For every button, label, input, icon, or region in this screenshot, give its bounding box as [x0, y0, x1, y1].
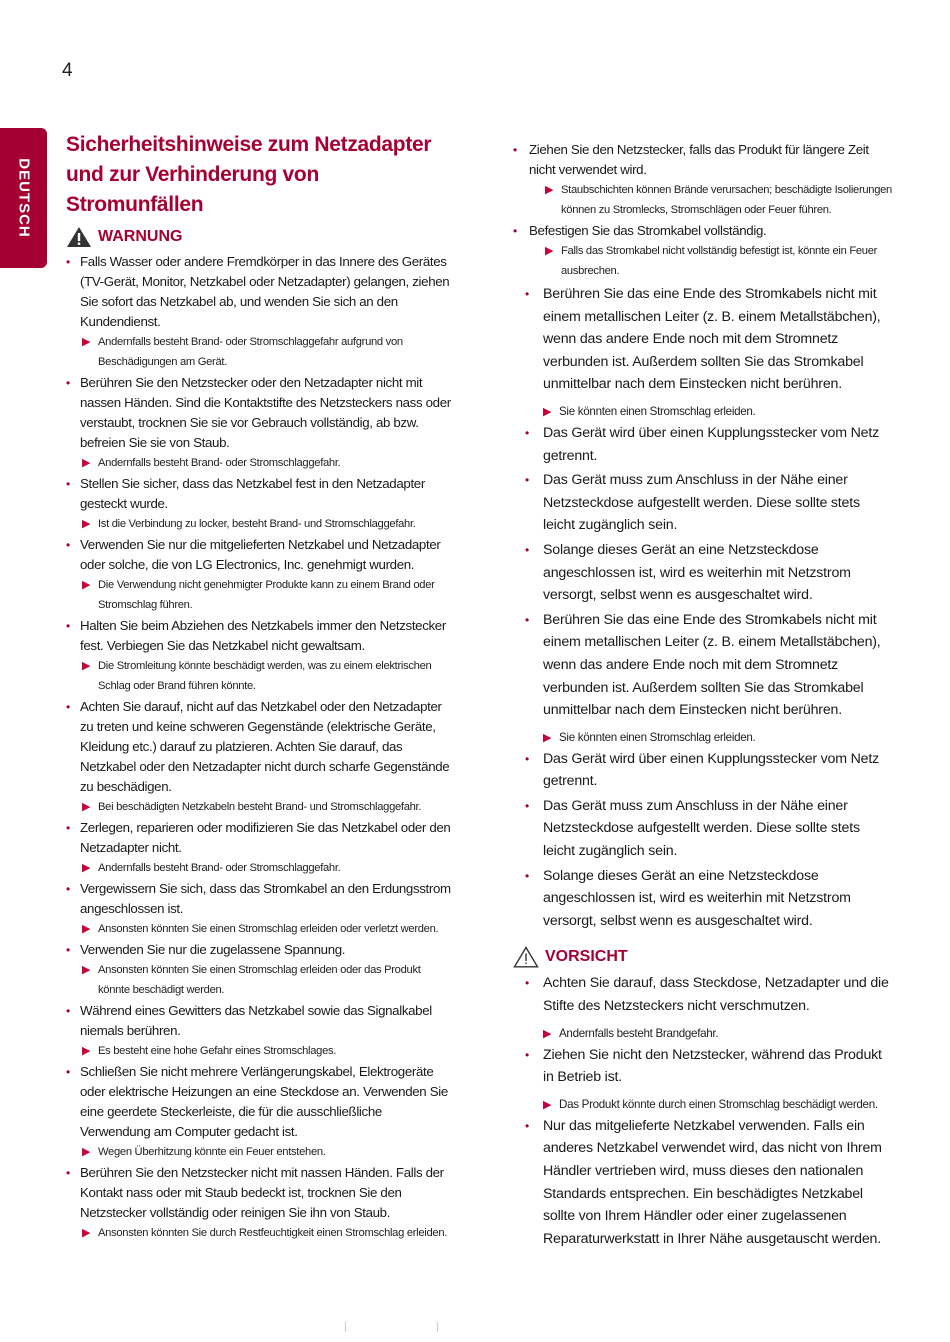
list-item	[513, 972, 893, 1017]
bullet-dot-icon: •	[66, 821, 70, 835]
list-item-note	[66, 960, 451, 1000]
arrow-right-icon: ▶	[82, 801, 91, 813]
bullet-dot-icon: •	[525, 751, 530, 766]
language-tab	[0, 128, 47, 268]
right-column	[513, 140, 893, 1250]
list-item-text: Halten Sie beim Abziehen des Netzkabels immer den Netzstecker fest. Verbiegen Sie das Netzkabel nicht gewaltsam.	[80, 618, 446, 653]
bullet-dot-icon: •	[66, 1166, 70, 1180]
list-item-note	[66, 332, 451, 372]
bullet-dot-icon: •	[525, 868, 530, 883]
warning-triangle-icon	[66, 226, 92, 248]
list-item-text: Zerlegen, reparieren oder modifizieren Sie das Netzkabel oder den Netzadapter nicht.	[80, 820, 451, 855]
list-item-note	[513, 730, 893, 746]
list-item	[66, 1062, 451, 1142]
note-text: Bei beschädigten Netzkabeln besteht Brand- und Stromschlaggefahr.	[98, 801, 422, 813]
note-text: Staubschichten können Brände verursachen; beschädigte Isolierungen können zu Stromlecks, Stromschlägen oder Feuer führen.	[561, 184, 892, 216]
warning-list-continued	[513, 140, 893, 281]
list-item-text: Solange dieses Gerät an eine Netzsteckdose angeschlossen ist, wird es weiterhin mit Netzstrom versorgt, selbst wenn es ausgeschaltet wird.	[543, 867, 851, 929]
page-number: 4	[62, 60, 73, 81]
list-item-text: Das Gerät wird über einen Kupplungsstecker vom Netz getrennt.	[543, 424, 879, 464]
list-item	[66, 474, 451, 514]
list-item-note	[66, 1223, 451, 1243]
arrow-right-icon: ▶	[545, 184, 554, 196]
list-item-text: Das Gerät muss zum Anschluss in der Nähe einer Netzsteckdose aufgestellt werden. Diese sollte stets leicht zugänglich sein.	[543, 472, 860, 534]
list-item	[66, 535, 451, 575]
list-item-note	[66, 656, 451, 696]
list-item-note	[66, 797, 451, 817]
bullet-dot-icon: •	[525, 1118, 530, 1133]
note-text: Die Stromleitung könnte beschädigt werden, was zu einem elektrischen Schlag oder Brand führen könnte.	[98, 660, 432, 692]
list-item-note	[513, 404, 893, 420]
list-item	[513, 422, 893, 467]
list-item-note	[66, 919, 451, 939]
footer-marks	[345, 1322, 445, 1336]
note-text: Es besteht eine hohe Gefahr eines Stromschlages.	[98, 1045, 337, 1057]
list-item-text: Berühren Sie das eine Ende des Stromkabels nicht mit einem metallischen Leiter (z. B. einem Metallstäbchen), wenn das andere Ende noch mit dem Stromnetz verbunden ist. Außerdem sollten Sie das Stromkabel unmittelbar nach dem Einstecken nicht berühren.	[543, 286, 881, 393]
bullet-dot-icon: •	[66, 255, 70, 269]
list-item-note	[513, 1026, 893, 1042]
list-item	[513, 865, 893, 933]
arrow-right-icon: ▶	[82, 1146, 91, 1158]
bullet-dot-icon: •	[66, 943, 70, 957]
arrow-right-icon: ▶	[82, 923, 91, 935]
list-item-text: Berühren Sie den Netzstecker oder den Netzadapter nicht mit nassen Händen. Sind die Kontaktstifte des Netzsteckers nass oder verstaubt, trocknen Sie sie vor Gebrauch vollständig, ab bzw. befreien Sie sie von Staub.	[80, 375, 451, 450]
bullet-dot-icon: •	[66, 700, 70, 714]
warning-label: WARNUNG	[98, 228, 183, 245]
list-item-text: Stellen Sie sicher, dass das Netzkabel fest in den Netzadapter gesteckt wurde.	[80, 476, 425, 511]
note-text: Andernfalls besteht Brand- oder Stromschlaggefahr.	[98, 862, 341, 874]
arrow-right-icon: ▶	[82, 1045, 91, 1057]
list-item-note	[66, 453, 451, 473]
arrow-right-icon: ▶	[82, 862, 91, 874]
bullet-dot-icon: •	[66, 1004, 70, 1018]
warning-list-large	[513, 283, 893, 932]
arrow-right-icon: ▶	[543, 731, 552, 744]
bullet-dot-icon: •	[525, 1047, 530, 1062]
bullet-dot-icon: •	[525, 798, 530, 813]
list-item	[66, 818, 451, 858]
list-item	[66, 697, 451, 797]
list-item-text: Das Gerät muss zum Anschluss in der Nähe einer Netzsteckdose aufgestellt werden. Diese sollte stets leicht zugänglich sein.	[543, 797, 860, 860]
warning-list	[66, 252, 451, 1243]
list-item	[513, 795, 893, 863]
list-item-text: Verwenden Sie nur die zugelassene Spannung.	[80, 942, 346, 957]
list-item	[513, 221, 893, 241]
note-text: Ansonsten könnten Sie einen Stromschlag erleiden oder verletzt werden.	[98, 923, 439, 935]
arrow-right-icon: ▶	[82, 660, 91, 672]
caution-list	[513, 972, 893, 1250]
list-item	[513, 140, 893, 180]
bullet-dot-icon: •	[513, 224, 517, 238]
list-item	[513, 283, 893, 396]
list-item-text: Solange dieses Gerät an eine Netzsteckdose angeschlossen ist, wird es weiterhin mit Netzstrom versorgt, selbst wenn es ausgeschaltet wird.	[543, 541, 851, 604]
list-item	[66, 1163, 451, 1223]
list-item-text: Achten Sie darauf, nicht auf das Netzkabel oder den Netzadapter zu treten und keine schweren Gegenstände (elektrische Geräte, Kleidung etc.) darauf zu platzieren. Achten Sie darauf, das Netzkabel oder den Netzadapter nicht durch scharfe Gegenstände zu beschädigen.	[80, 699, 450, 794]
bullet-dot-icon: •	[525, 542, 530, 557]
bullet-dot-icon: •	[66, 882, 70, 896]
list-item-text: Nur das mitgelieferte Netzkabel verwenden. Falls ein anderes Netzkabel verwendet wird, das nicht von Ihrem Händler vertrieben wird, muss dieses den nationalen Standards entsprechen. Ein beschädigtes Netzkabel sollte von Ihrem Händler oder einer zugelassenen Reparaturwerkstatt in Ihrer Nähe ausgetauscht werden.	[543, 1117, 882, 1247]
note-text: Andernfalls besteht Brandgefahr.	[559, 1026, 719, 1040]
section-title: Sicherheitshinweise zum Netzadapter und zur Verhinderung von Stromunfällen	[66, 133, 432, 216]
arrow-right-icon: ▶	[82, 457, 91, 469]
list-item-text: Schließen Sie nicht mehrere Verlängerungskabel, Elektrogeräte oder elektrische Heizungen an eine Steckdose an. Verwenden Sie eine geerdete Steckerleiste, die für die ausschließliche Verwendung am Computer gedacht ist.	[80, 1064, 448, 1139]
caution-heading	[513, 946, 893, 968]
note-text: Ist die Verbindung zu locker, besteht Brand- und Stromschlaggefahr.	[98, 518, 416, 530]
note-text: Ansonsten könnten Sie durch Restfeuchtigkeit einen Stromschlag erleiden.	[98, 1227, 448, 1239]
arrow-right-icon: ▶	[82, 336, 91, 348]
bullet-dot-icon: •	[525, 425, 530, 440]
note-text: Sie könnten einen Stromschlag erleiden.	[559, 730, 756, 744]
language-tab-label: DEUTSCH	[15, 158, 32, 238]
list-item-text: Befestigen Sie das Stromkabel vollständig.	[529, 223, 767, 238]
list-item-note	[66, 1041, 451, 1061]
bullet-dot-icon: •	[66, 1065, 70, 1079]
bullet-dot-icon: •	[66, 477, 70, 491]
arrow-right-icon: ▶	[82, 1227, 91, 1239]
arrow-right-icon: ▶	[543, 405, 552, 418]
bullet-dot-icon: •	[525, 473, 530, 488]
list-item	[66, 373, 451, 453]
caution-triangle-icon	[513, 946, 539, 968]
arrow-right-icon: ▶	[545, 245, 554, 257]
list-item	[513, 609, 893, 722]
note-text: Andernfalls besteht Brand- oder Stromschlaggefahr.	[98, 457, 341, 469]
warning-heading	[66, 226, 451, 248]
note-text: Das Produkt könnte durch einen Stromschlag beschädigt werden.	[559, 1097, 878, 1111]
arrow-right-icon: ▶	[82, 518, 91, 530]
list-item	[513, 539, 893, 607]
arrow-right-icon: ▶	[82, 964, 91, 976]
list-item	[66, 879, 451, 919]
list-item-note	[513, 1097, 893, 1113]
list-item-note	[66, 858, 451, 878]
arrow-right-icon: ▶	[543, 1098, 552, 1111]
note-text: Wegen Überhitzung könnte ein Feuer entstehen.	[98, 1146, 326, 1158]
list-item	[513, 1115, 893, 1251]
list-item	[513, 1044, 893, 1089]
list-item-text: Berühren Sie das eine Ende des Stromkabels nicht mit einem metallischen Leiter (z. B. einem Metallstäbchen), wenn das andere Ende noch mit dem Stromnetz verbunden ist. Außerdem sollten Sie das Stromkabel unmittelbar nach dem Einstecken nicht berühren.	[543, 611, 881, 719]
list-item	[66, 1001, 451, 1041]
bullet-dot-icon: •	[525, 612, 530, 627]
note-text: Die Verwendung nicht genehmigter Produkte kann zu einem Brand oder Stromschlag führen.	[98, 579, 435, 611]
note-text: Falls das Stromkabel nicht vollständig befestigt ist, könnte ein Feuer ausbrechen.	[561, 245, 878, 277]
list-item-note	[66, 1142, 451, 1162]
list-item-text: Ziehen Sie nicht den Netzstecker, während das Produkt in Betrieb ist.	[543, 1046, 882, 1086]
list-item-note	[513, 241, 893, 281]
list-item	[513, 748, 893, 793]
arrow-right-icon: ▶	[543, 1027, 552, 1040]
list-item	[513, 469, 893, 537]
bullet-dot-icon: •	[525, 287, 530, 301]
bullet-dot-icon: •	[66, 538, 70, 552]
list-item-text: Das Gerät wird über einen Kupplungsstecker vom Netz getrennt.	[543, 750, 879, 790]
left-column	[66, 130, 451, 1244]
list-item-note	[513, 180, 893, 220]
list-item-text: Verwenden Sie nur die mitgelieferten Netzkabel und Netzadapter oder solche, die von LG Electronics, Inc. genehmigt wurden.	[80, 537, 441, 572]
list-item-note	[66, 514, 451, 534]
list-item-text: Falls Wasser oder andere Fremdkörper in das Innere des Gerätes (TV-Gerät, Monitor, Netzkabel oder Netzadapter) gelangen, ziehen Sie sofort das Netzkabel ab, und wenden Sie sich an den Kundendienst.	[80, 254, 450, 329]
bullet-dot-icon: •	[525, 976, 530, 991]
list-item-text: Vergewissern Sie sich, dass das Stromkabel an den Erdungsstrom angeschlossen ist.	[80, 881, 451, 916]
list-item-text: Während eines Gewitters das Netzkabel sowie das Signalkabel niemals berühren.	[80, 1003, 432, 1038]
bullet-dot-icon: •	[513, 143, 517, 157]
note-text: Sie könnten einen Stromschlag erleiden.	[559, 404, 756, 418]
list-item	[66, 252, 451, 332]
list-item	[66, 616, 451, 656]
list-item-text: Berühren Sie den Netzstecker nicht mit nassen Händen. Falls der Kontakt nass oder mit Staub bedeckt ist, trocknen Sie den Netzstecker vollständig oder reinigen Sie ihn von Staub.	[80, 1165, 444, 1220]
bullet-dot-icon: •	[66, 376, 70, 390]
list-item-text: Achten Sie darauf, dass Steckdose, Netzadapter und die Stifte des Netzsteckers nicht verschmutzen.	[543, 975, 889, 1015]
list-item-text: Ziehen Sie den Netzstecker, falls das Produkt für längere Zeit nicht verwendet wird.	[529, 142, 869, 177]
bullet-dot-icon: •	[66, 619, 70, 633]
note-text: Andernfalls besteht Brand- oder Stromschlaggefahr aufgrund von Beschädigungen am Gerät.	[98, 336, 403, 368]
arrow-right-icon: ▶	[82, 579, 91, 591]
list-item	[66, 940, 451, 960]
note-text: Ansonsten könnten Sie einen Stromschlag erleiden oder das Produkt könnte beschädigt werden.	[98, 964, 421, 996]
list-item-note	[66, 575, 451, 615]
caution-label: VORSICHT	[545, 948, 628, 966]
